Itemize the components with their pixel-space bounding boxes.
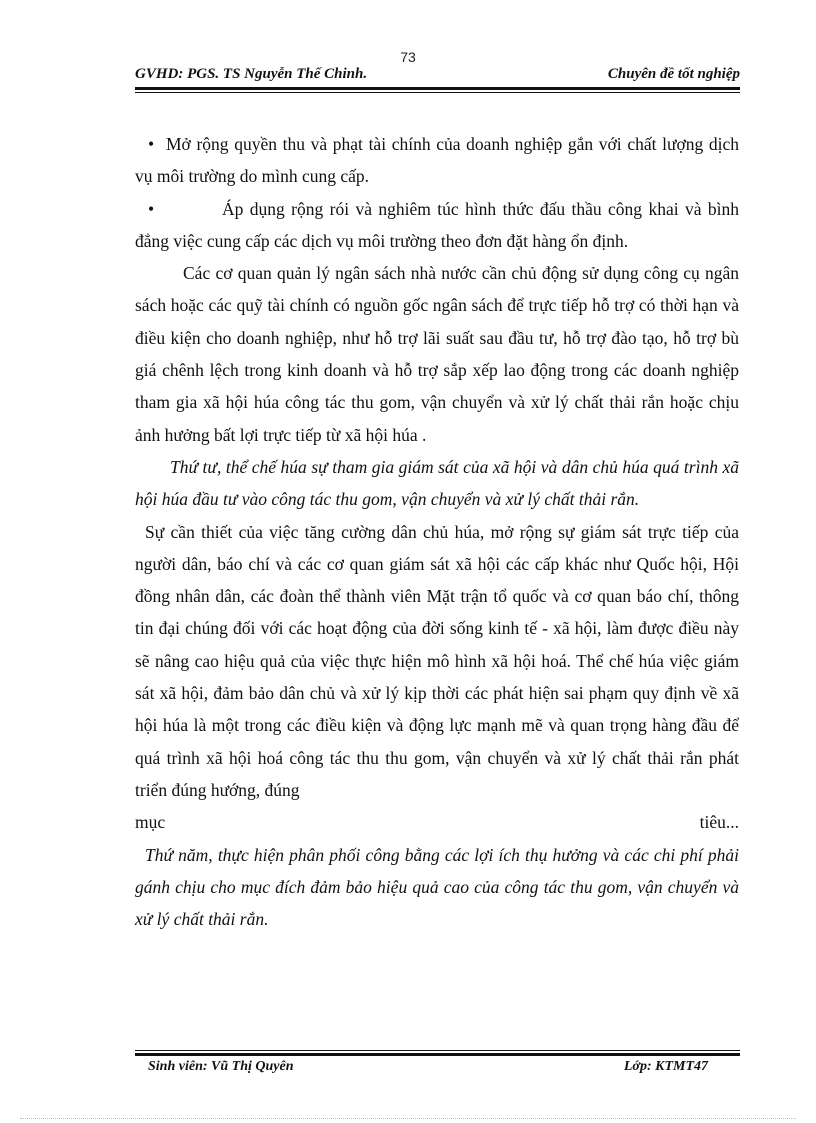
bullet-icon: • <box>148 134 155 154</box>
footer-rule-thick <box>135 1053 740 1056</box>
header-supervisor: GVHD: PGS. TS Nguyễn Thế Chinh. <box>135 66 368 82</box>
paragraph-democratization: Sự cần thiết của việc tăng cường dân chủ húa, mở rộng sự giám sát trực tiếp của người dân, báo chí và các cơ quan giám sát xã hội các cấp khác như Quốc hội, Hội đồng nhân dân, các đoàn thể thành viên Mặt trận tổ quốc và cơ quan báo chí, thông tin đại chúng đối với các hoạt động của đời sống kinh tế - xã hội, làm được điều này sẽ nâng cao hiệu quả của việc thực hiện mô hình xã hội hoá. Thể chế húa việc giám sát xã hội, đảm bảo dân chủ và xử lý kịp thời các phát hiện sai phạm quy định về xã hội húa là một trong các điều kiện và động lực mạnh mẽ và quan trọng hàng đầu để quá trình xã hội hoá công tác thu thu gom, vận chuyển và xử lý chất thải rắn phát triển đúng hướng, đúng <box>135 521 739 800</box>
paragraph-fifth-point: Thứ năm, thực hiện phân phối công bằng các lợi ích thụ hưởng và các chi phí phải gánh chịu cho mục đích đảm bảo hiệu quả cao của công tác thu gom, vận chuyển và xử lý chất thải rắn. <box>135 844 739 930</box>
page-footer <box>148 1059 708 1079</box>
paragraph-end-left: mục <box>135 812 166 833</box>
page-bottom-dotted-line <box>20 1118 796 1119</box>
bullet-1-text: Mở rộng quyền thu và phạt tài chính của doanh nghiệp gắn với chất lượng dịch vụ môi trường do mình cung cấp. <box>135 134 739 187</box>
bullet-2-text: Áp dụng rộng rói và nghiêm túc hình thức đấu thầu công khai và bình đẳng việc cung cấp các dịch vụ môi trường theo đơn đặt hàng ổn định. <box>135 198 739 251</box>
footer-rule-thin <box>135 1050 740 1051</box>
header-rule-thick <box>135 87 740 90</box>
paragraph-end-right: tiêu... <box>699 812 739 833</box>
paragraph-fourth-point: Thứ tư, thể chế húa sự tham gia giám sát của xã hội và dân chủ húa quá trình xã hội húa đầu tư vào công tác thu gom, vận chuyển và xử lý chất thải rắn. <box>135 456 739 510</box>
header-document-type: Chuyên đề tốt nghiệp <box>607 66 740 82</box>
paragraph-budget-support: Các cơ quan quản lý ngân sách nhà nước cần chủ động sử dụng công cụ ngân sách hoặc các quỹ tài chính có nguồn gốc ngân sách để trực tiếp hỗ trợ có thời hạn và điều kiện cho doanh nghiệp, như hỗ trợ lãi suất sau đầu tư, hỗ trợ đào tạo, hỗ trợ bù giá chênh lệch trong kinh doanh và hỗ trợ sắp xếp lao động trong các doanh nghiệp tham gia xã hội húa công tác thu gom, vận chuyển và xử lý chất thải rắn hoặc chịu ảnh hưởng bất lợi trực tiếp từ xã hội húa . <box>135 263 739 445</box>
header-rule-thin <box>135 92 740 93</box>
footer-class: Lớp: KTMT47 <box>623 1059 708 1074</box>
paragraph-democratization-end <box>135 806 739 838</box>
bullet-icon: • <box>148 198 155 219</box>
bullet-item-1 <box>135 128 739 193</box>
page-number: 73 <box>400 49 416 65</box>
page-header <box>135 66 740 86</box>
bullet-item-2 <box>135 193 739 258</box>
document-body <box>135 128 739 935</box>
footer-student: Sinh viên: Vũ Thị Quyên <box>148 1059 294 1074</box>
